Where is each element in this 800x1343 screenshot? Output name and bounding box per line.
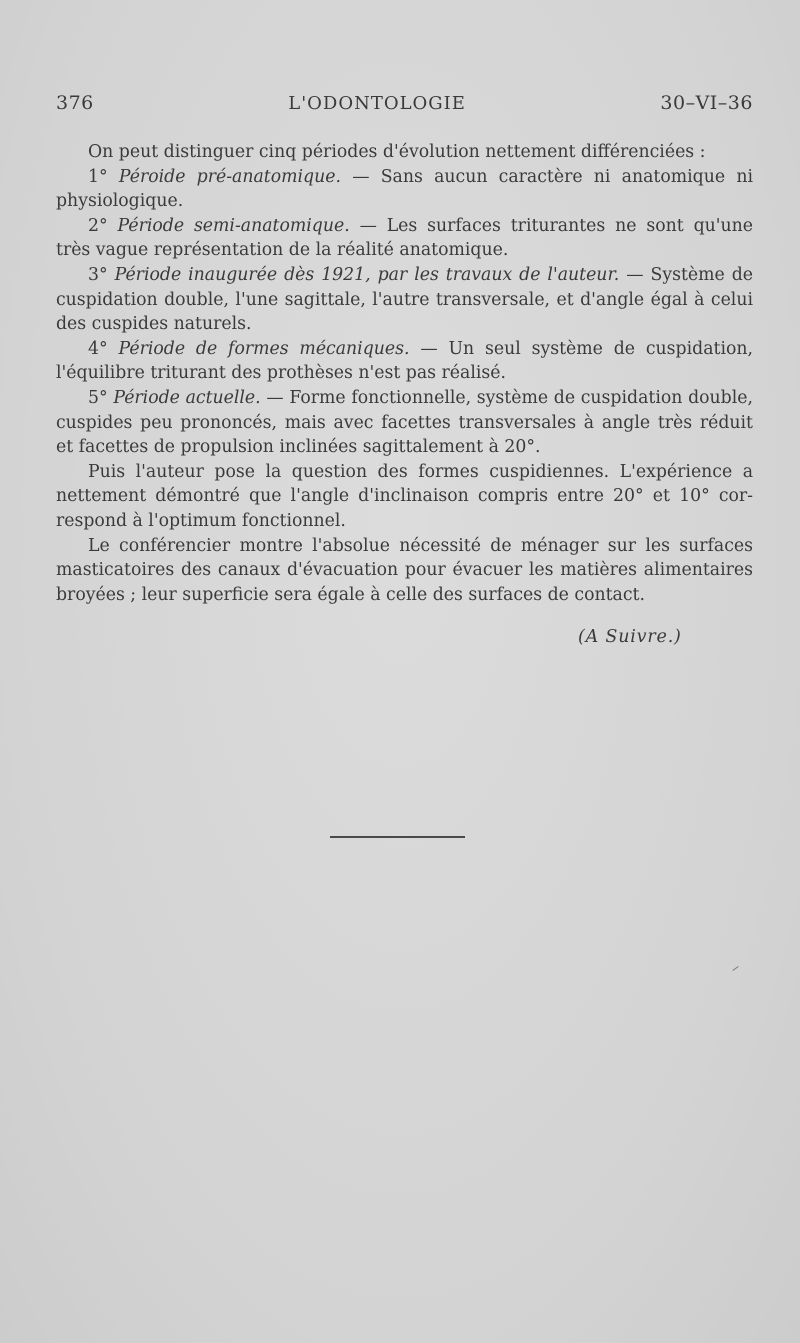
paragraph-text: — Sans aucun caractère ni anatomique ni physiologique. <box>56 166 753 212</box>
period-number: 1° <box>88 166 108 187</box>
paragraph-text: — Les surfaces triturantes ne sont qu'une très vague représentation de la réalité anatomique. <box>56 215 754 261</box>
period-title: Période semi-anatomique. <box>117 215 350 236</box>
page-number: 376 <box>56 92 94 114</box>
period-title: Période inaugurée dès 1921, par les travaux de l'auteur. <box>114 264 620 285</box>
period-number: 5° <box>88 387 108 408</box>
period-number: 3° <box>88 264 108 285</box>
paragraph-period-3 <box>56 263 753 337</box>
paragraph-text: — Un seul système de cuspidation, l'équilibre triturant des prothèses n'est pas réalisé. <box>56 338 754 384</box>
paragraph-period-5 <box>56 386 753 460</box>
section-divider <box>330 836 465 838</box>
paragraph-question <box>56 460 753 534</box>
page <box>56 92 753 647</box>
paragraph-period-2 <box>56 214 753 263</box>
running-head <box>56 92 753 126</box>
period-title: Période actuelle. <box>113 387 261 408</box>
paragraph-text: On peut distinguer cinq périodes d'évolution nettement différenciées : <box>88 142 706 162</box>
paragraph-text: — Système de cuspidation double, l'une sagittale, l'autre transversale, et d'angle égal à celui des cuspides naturels. <box>56 264 753 335</box>
paragraph-text: Le conférencier montre l'absolue nécessité de ménager sur les surfaces masticatoires des canaux d'évacuation pour évacuer les matières alimentaires broyées ; leur superficie sera égale à celle des surfaces de contact. <box>56 535 753 605</box>
paragraph-text: — Forme fonctionnelle, système de cuspidation double, cuspides peu prononcés, mais avec facettes transversales à angle très réduit et facettes de propulsion inclinées sagittalement à 20°. <box>56 387 753 458</box>
paragraph-intro <box>56 140 753 165</box>
period-title: Période de formes mécaniques. <box>118 338 410 359</box>
paragraph-period-4 <box>56 337 753 386</box>
paragraph-period-1 <box>56 165 753 214</box>
continuation-note: (A Suivre.) <box>578 627 682 648</box>
paragraph-conclusion <box>56 534 753 608</box>
issue-date: 30–VI–36 <box>660 92 753 114</box>
paragraph-text: Puis l'auteur pose la question des formes cuspidiennes. L'expérience a nettement démontré que l'angle d'inclinaison compris entre 20° et 10° correspond à l'optimum fonctionnel. <box>56 461 753 531</box>
period-number: 2° <box>88 215 108 236</box>
paper-mark <box>732 966 738 971</box>
journal-title: L'ODONTOLOGIE <box>288 93 466 114</box>
article-body <box>56 140 753 607</box>
period-number: 4° <box>88 338 108 359</box>
period-title: Péroide pré-anatomique. <box>118 166 341 187</box>
